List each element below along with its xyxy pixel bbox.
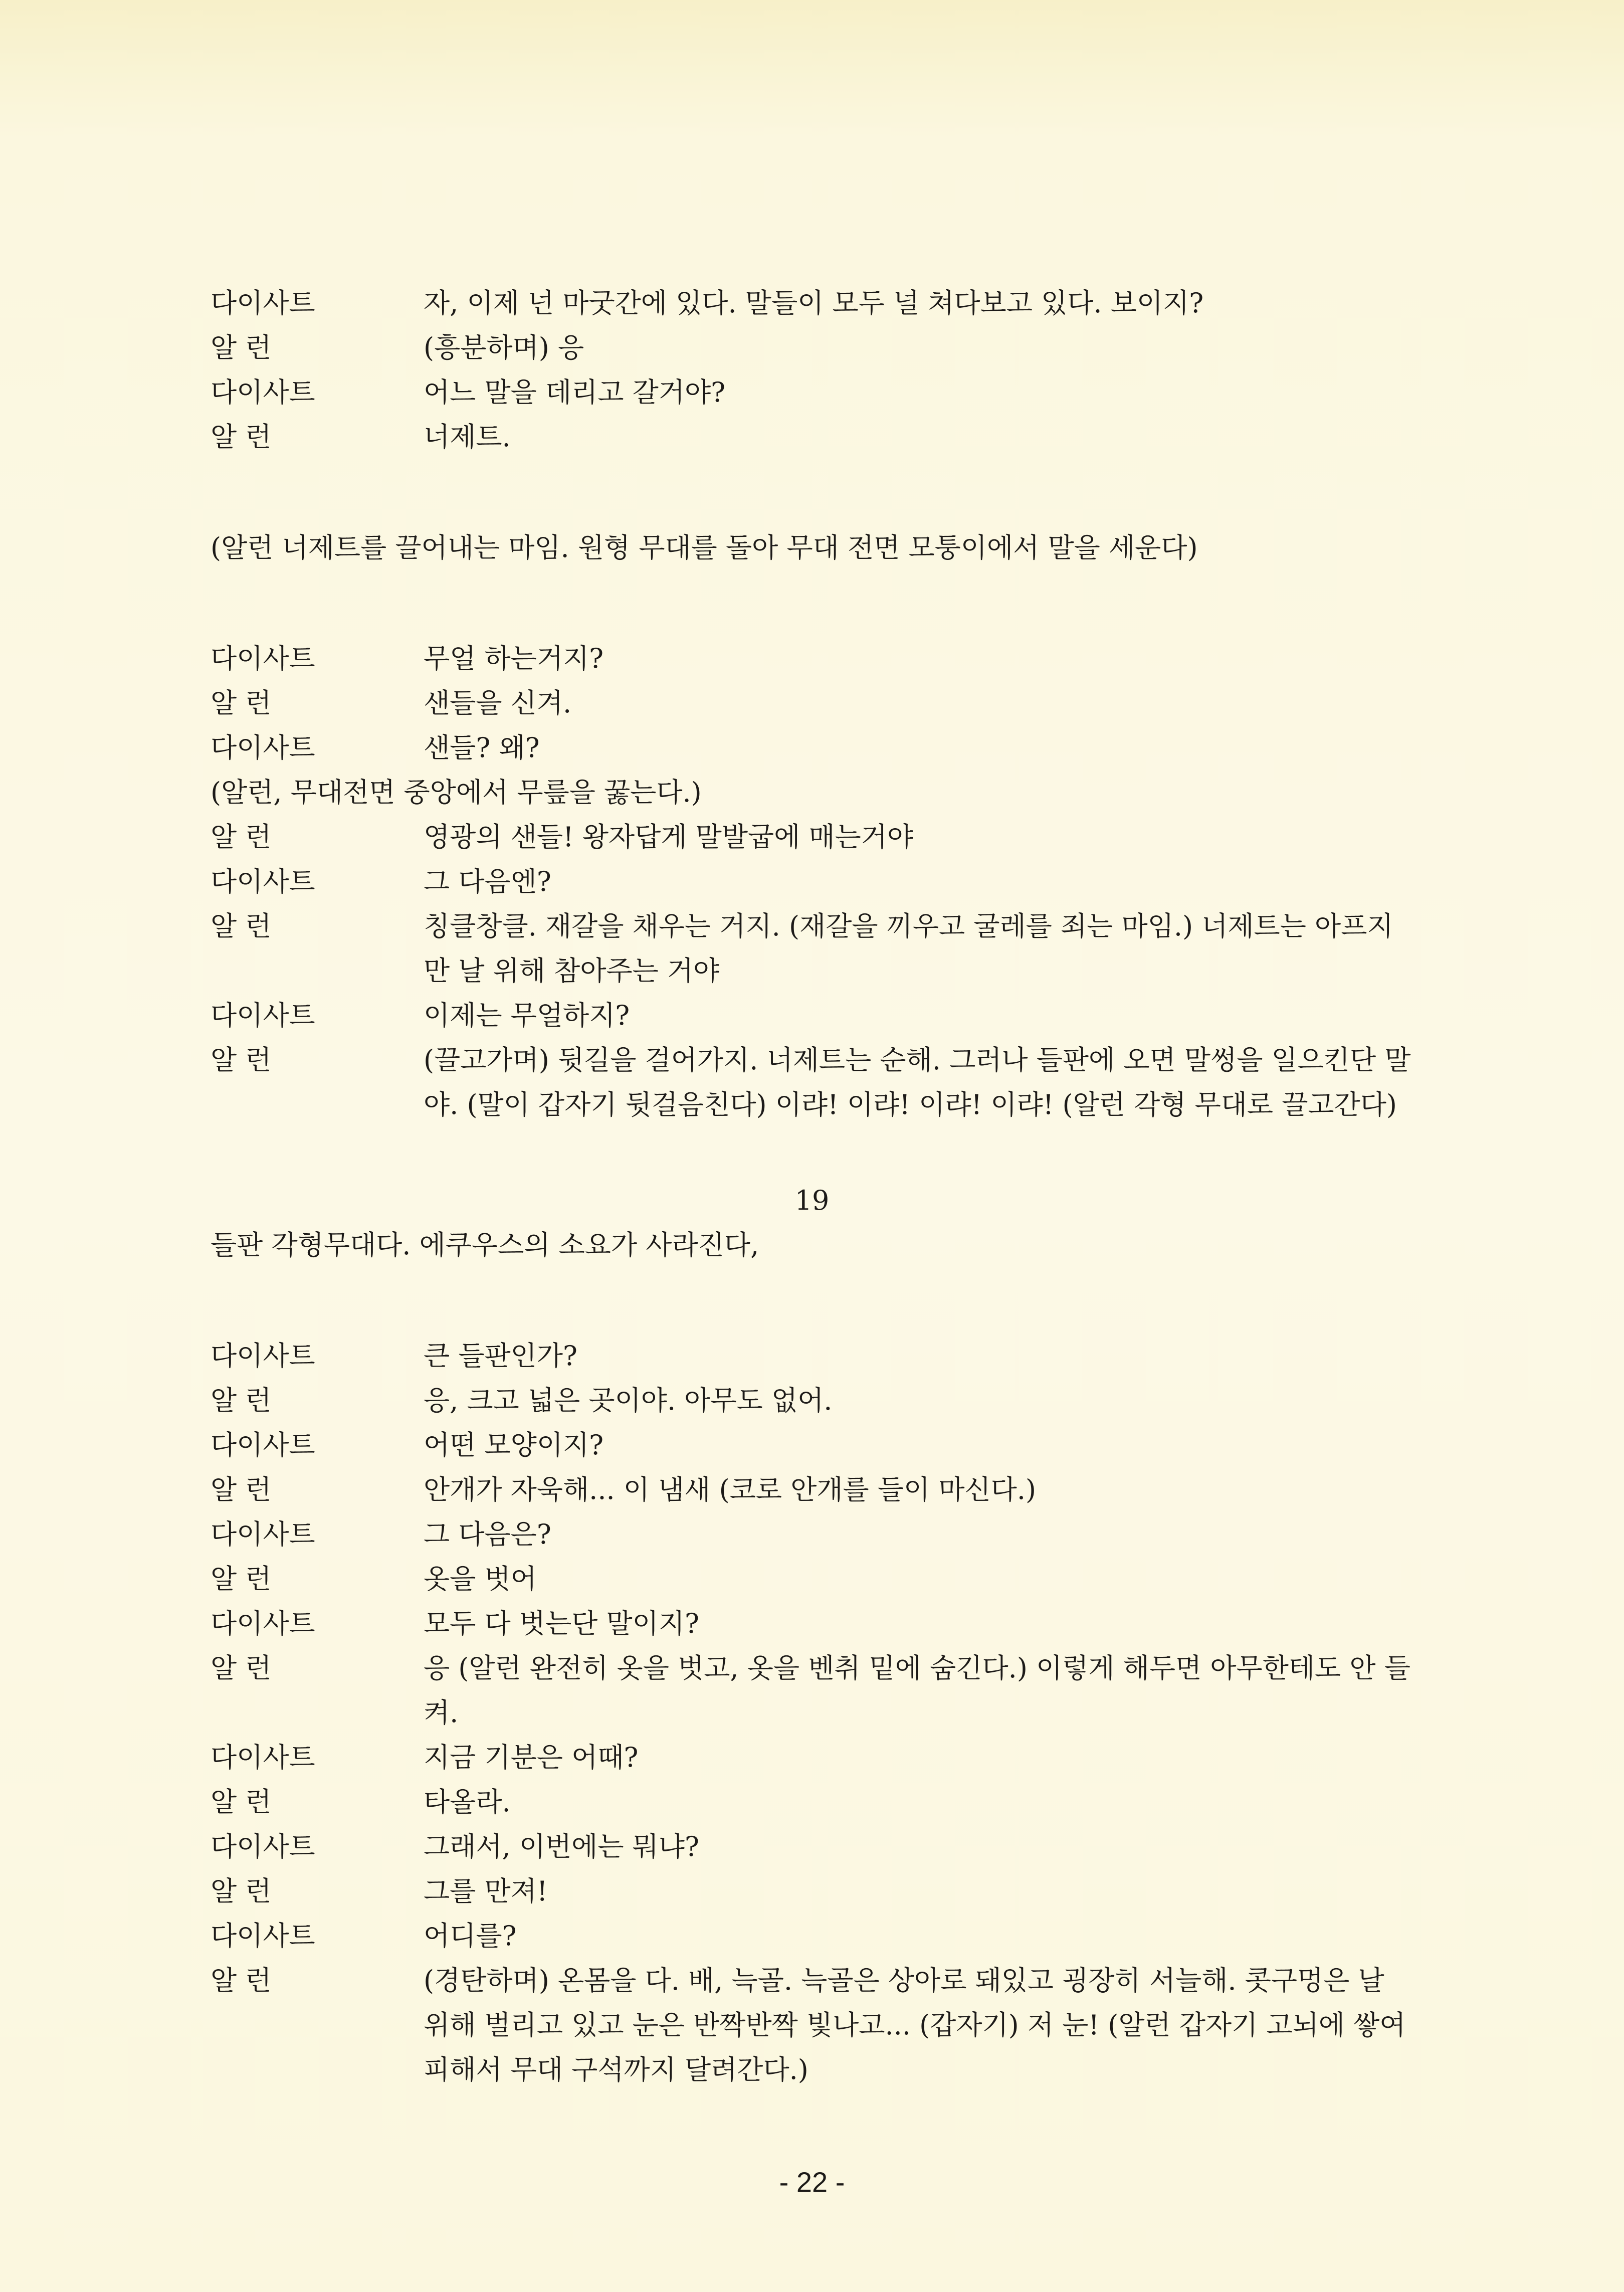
stage-direction: (알런 너제트를 끌어내는 마임. 원형 무대를 돌아 무대 전면 모퉁이에서 말을 세운다)	[211, 532, 1198, 563]
speech-text: 너제트.	[424, 421, 511, 453]
scene-number: 19	[794, 1185, 830, 1216]
speaker-name: 다이사트	[211, 866, 315, 897]
scene-block	[211, 1178, 1413, 1267]
speaker-name: 다이사트	[211, 1742, 315, 1773]
speech-text: 응, 크고 넓은 곳이야. 아무도 없어.	[424, 1385, 833, 1416]
speaker-name: 다이사트	[211, 732, 315, 763]
speech-text: 그를 만져!	[424, 1875, 548, 1907]
dialogue-line	[211, 1914, 1413, 1958]
speaker-name: 알 런	[211, 421, 272, 453]
dialogue-line	[211, 325, 1413, 370]
dialogue-line	[211, 993, 1413, 1038]
speaker-name: 다이사트	[211, 1608, 315, 1639]
dialogue-line	[211, 1467, 1413, 1512]
script-body	[211, 281, 1413, 2158]
speaker-name: 알 런	[211, 1563, 272, 1595]
dialogue-line	[211, 1780, 1413, 1824]
speech-text: 이제는 무얼하지?	[424, 1000, 630, 1031]
speaker-name: 알 런	[211, 1965, 272, 1996]
speaker-name: 다이사트	[211, 1920, 315, 1952]
speaker-name: 알 런	[211, 332, 272, 363]
dialogue-block	[211, 1333, 1413, 2092]
dialogue-line	[211, 681, 1413, 725]
speech-text: 칭클창클. 재갈을 채우는 거지. (재갈을 끼우고 굴레를 죄는 마임.) 너제트는 아프지만 날 위해 참아주는 거야	[424, 910, 1393, 987]
speaker-name: 다이사트	[211, 1000, 315, 1031]
dialogue-line	[211, 815, 1413, 859]
dialogue-line	[211, 281, 1413, 325]
speaker-name: 다이사트	[211, 1340, 315, 1372]
dialogue-line	[211, 1824, 1413, 1869]
speech-text: 영광의 샌들! 왕자답게 말발굽에 매는거야	[424, 821, 914, 853]
speaker-name: 알 런	[211, 1786, 272, 1818]
speech-text: 샌들? 왜?	[424, 732, 540, 763]
speaker-name: 알 런	[211, 687, 272, 719]
dialogue-line	[211, 370, 1413, 415]
speaker-name: 알 런	[211, 821, 272, 853]
speaker-name: 알 런	[211, 910, 272, 942]
speaker-name: 다이사트	[211, 376, 315, 408]
speech-text: (경탄하며) 온몸을 다. 배, 늑골. 늑골은 상아로 돼있고 굉장히 서늘해. 콧구멍은 날 위해 벌리고 있고 눈은 반짝반짝 빛나고... (갑자기) 저 눈! (알런 갑자기 고뇌에 쌓여 피해서 무대 구석까지 달려간다.)	[424, 1965, 1406, 2085]
speaker-name: 알 런	[211, 1875, 272, 1907]
speech-text: 옷을 벗어	[424, 1563, 537, 1595]
speaker-name: 다이사트	[211, 1429, 315, 1461]
speech-text: 샌들을 신겨.	[424, 687, 572, 719]
speaker-name: 알 런	[211, 1044, 272, 1076]
dialogue-line	[211, 1378, 1413, 1423]
speaker-name: 다이사트	[211, 287, 315, 319]
speech-text: 안개가 자욱해... 이 냄새 (코로 안개를 들이 마신다.)	[424, 1474, 1037, 1505]
speech-text: 무얼 하는거지?	[424, 643, 604, 674]
dialogue-line	[211, 1423, 1413, 1467]
speech-text: 그래서, 이번에는 뭐냐?	[424, 1831, 699, 1862]
dialogue-line	[211, 1869, 1413, 1914]
speaker-name: 다이사트	[211, 1518, 315, 1550]
dialogue-line	[211, 1038, 1413, 1127]
speech-text: 그 다음은?	[424, 1518, 551, 1550]
speech-text: (끌고가며) 뒷길을 걸어가지. 너제트는 순해. 그러나 들판에 오면 말썽을 일으킨단 말야. (말이 갑자기 뒷걸음친다) 이랴! 이랴! 이랴! 이랴! (알런 각형 무대로 끌고간다)	[424, 1044, 1411, 1120]
dialogue-block	[211, 281, 1413, 459]
dialogue-line	[211, 1557, 1413, 1601]
speech-text: 어떤 모양이지?	[424, 1429, 604, 1461]
speech-text: 모두 다 벗는단 말이지?	[424, 1608, 699, 1639]
speaker-name: 알 런	[211, 1385, 272, 1416]
speech-text: 지금 기분은 어때?	[424, 1742, 639, 1773]
speech-text: 큰 들판인가?	[424, 1340, 577, 1372]
dialogue-line	[211, 1646, 1413, 1735]
speech-text: 자, 이제 넌 마굿간에 있다. 말들이 모두 널 쳐다보고 있다. 보이지?	[424, 287, 1204, 319]
speech-text: 어디를?	[424, 1920, 517, 1952]
dialogue-line	[211, 1333, 1413, 1378]
dialogue-line	[211, 904, 1413, 993]
speech-text: 그 다음엔?	[424, 866, 551, 897]
stage-direction: (알런, 무대전면 중앙에서 무릎을 꿇는다.)	[211, 777, 702, 808]
speaker-name: 다이사트	[211, 643, 315, 674]
dialogue-block	[211, 636, 1413, 1127]
speaker-name: 알 런	[211, 1474, 272, 1505]
dialogue-line	[211, 415, 1413, 459]
speaker-name: 다이사트	[211, 1831, 315, 1862]
speech-text: 응 (알런 완전히 옷을 벗고, 옷을 벤취 밑에 숨긴다.) 이렇게 해두면 아무한테도 안 들켜.	[424, 1652, 1410, 1729]
dialogue-line	[211, 859, 1413, 904]
dialogue-line	[211, 725, 1413, 770]
speaker-name: 알 런	[211, 1652, 272, 1684]
dialogue-line	[211, 636, 1413, 681]
stage-direction: 들판 각형무대다. 에쿠우스의 소요가 사라진다,	[211, 1229, 759, 1261]
page-number: - 22 -	[779, 2166, 845, 2198]
speech-text: 어느 말을 데리고 갈거야?	[424, 376, 726, 408]
dialogue-line	[211, 1512, 1413, 1557]
speech-text: (흥분하며) 응	[424, 332, 584, 363]
speech-text: 타올라.	[424, 1786, 511, 1818]
dialogue-line	[211, 1735, 1413, 1780]
dialogue-line	[211, 1958, 1413, 2092]
dialogue-line	[211, 1601, 1413, 1646]
